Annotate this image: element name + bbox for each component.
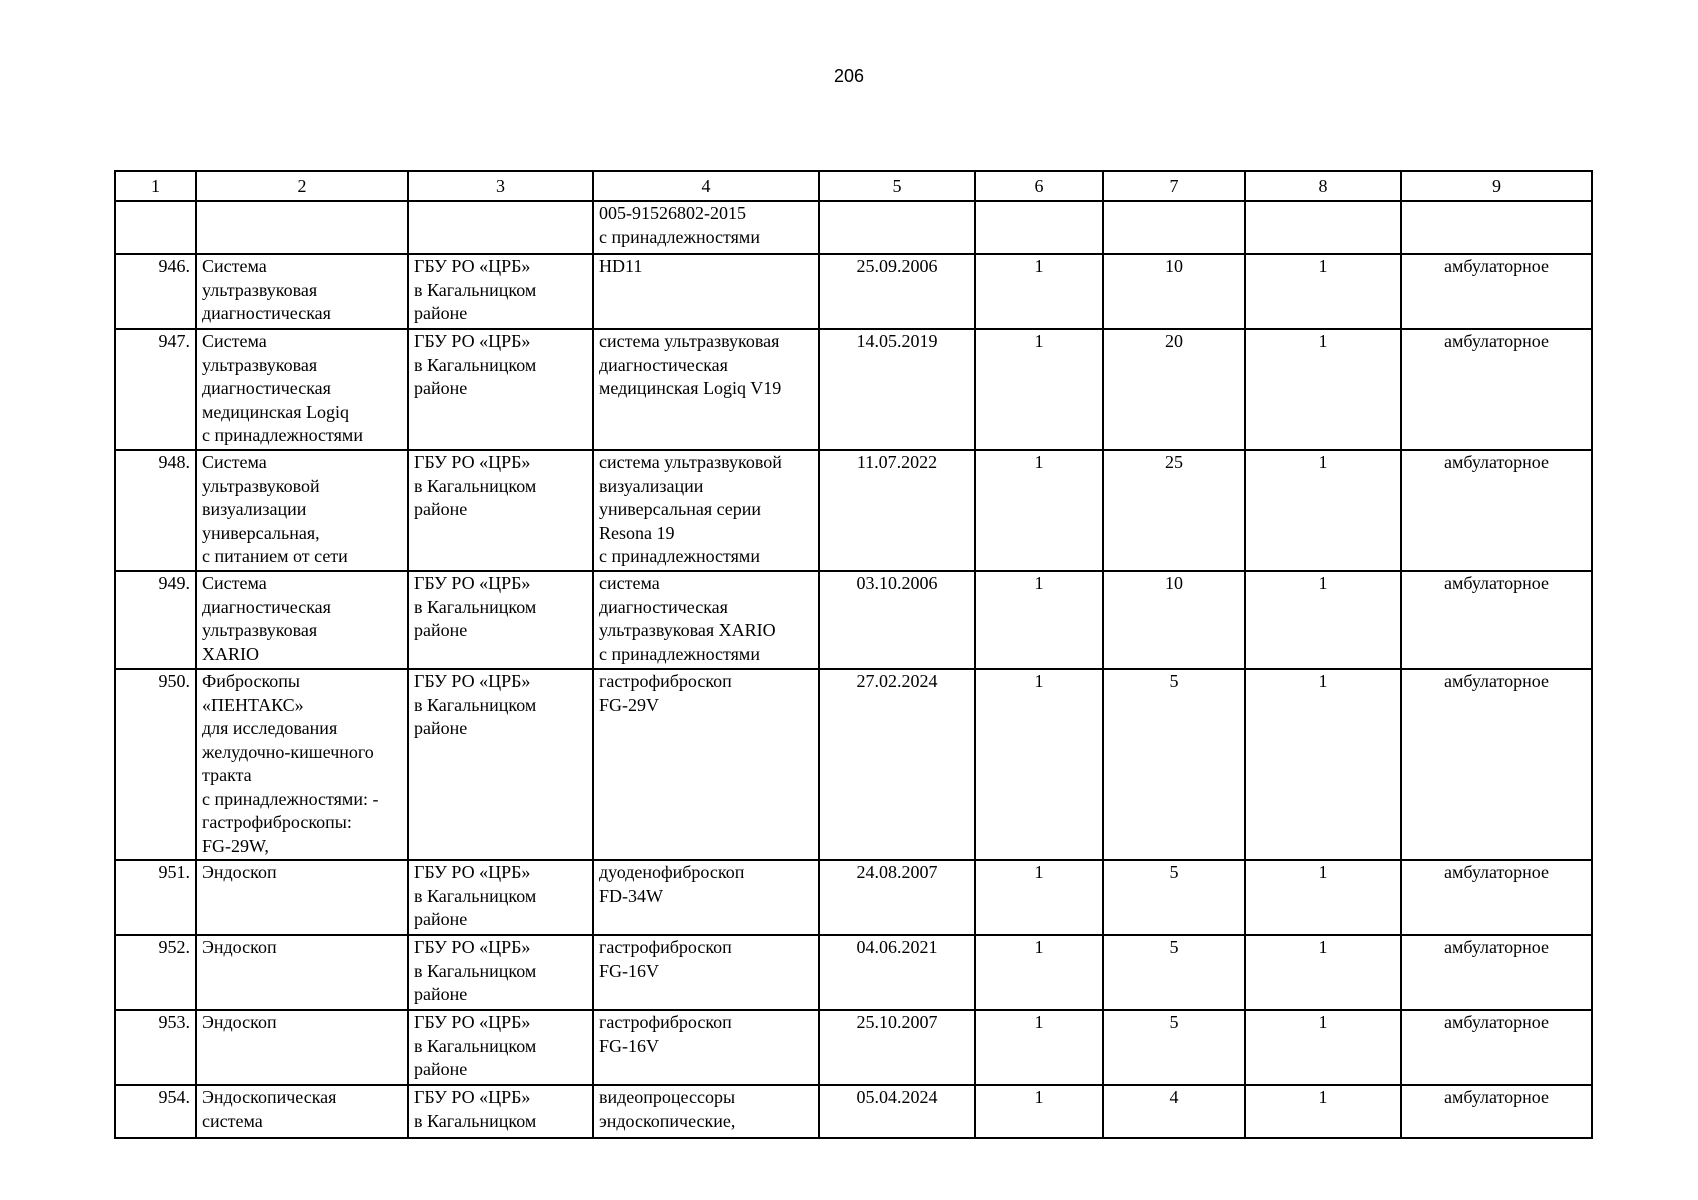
organization-cell-line: районе [414, 620, 468, 640]
quantity-cell: 1 [975, 935, 1103, 1010]
model-cell-line: с принадлежностями [599, 643, 760, 664]
count-cell: 1 [1245, 669, 1401, 860]
organization-cell-line: районе [414, 303, 468, 323]
equipment-name-cell-line: ультразвуковая [202, 354, 318, 375]
date-cell: 14.05.2019 [819, 329, 975, 450]
header-row [115, 171, 1592, 201]
model-cell-line: диагностическая [599, 354, 728, 375]
column-header: 2 [196, 171, 408, 201]
model-cell-line: FG-16V [599, 1035, 660, 1056]
model-cell-line: 005-91526802-2015 [599, 203, 746, 223]
quantity-cell: 1 [975, 860, 1103, 935]
care-type-cell: амбулаторное [1401, 1010, 1592, 1085]
organization-cell [408, 329, 593, 450]
column-header: 3 [408, 171, 593, 201]
organization-cell-line: районе [414, 378, 468, 398]
service-years-cell: 25 [1103, 450, 1245, 571]
equipment-name-cell-line: Эндоскоп [202, 862, 277, 882]
organization-cell-line: ГБУ РО «ЦРБ» [414, 1087, 531, 1107]
model-cell [593, 201, 819, 254]
date-cell: 24.08.2007 [819, 860, 975, 935]
equipment-name-cell [196, 329, 408, 450]
organization-cell [408, 860, 593, 935]
organization-cell-line: в Кагальницком [414, 960, 537, 981]
count-cell: 1 [1245, 860, 1401, 935]
model-cell [593, 450, 819, 571]
count-cell: 1 [1245, 571, 1401, 669]
equipment-name-cell-line: для исследования [202, 718, 338, 738]
model-cell-line: диагностическая [599, 596, 728, 617]
care-type-cell: амбулаторное [1401, 450, 1592, 571]
table-row [115, 201, 1592, 254]
organization-cell-line: в Кагальницком [414, 1035, 537, 1056]
organization-cell [408, 669, 593, 860]
equipment-name-cell-line: ультразвуковая [202, 279, 318, 300]
model-cell-line: Resona 19 [599, 522, 675, 543]
model-cell-line: гастрофиброскоп [599, 1012, 732, 1032]
organization-cell-line: ГБУ РО «ЦРБ» [414, 573, 531, 593]
page-number: 206 [833, 66, 865, 86]
count-cell: 1 [1245, 1085, 1401, 1138]
organization-cell-line: в Кагальницком [414, 1110, 537, 1131]
equipment-name-cell-line: гастрофиброскопы: [202, 812, 352, 832]
organization-cell-line: районе [414, 984, 468, 1004]
model-cell-line: с принадлежностями [599, 226, 760, 247]
equipment-name-cell-line: XARIO [202, 643, 259, 664]
care-type-cell: амбулаторное [1401, 329, 1592, 450]
count-cell: 1 [1245, 1010, 1401, 1085]
model-cell-line: визуализации [599, 475, 704, 496]
equipment-name-cell-line: универсальная, [202, 522, 320, 543]
equipment-name-cell-line: Фиброскопы [202, 671, 301, 691]
column-header: 4 [593, 171, 819, 201]
column-header: 7 [1103, 171, 1245, 201]
equipment-name-cell-line: визуализации [202, 499, 307, 519]
organization-cell [408, 571, 593, 669]
care-type-cell: амбулаторное [1401, 935, 1592, 1010]
table-row [115, 935, 1592, 1010]
equipment-name-cell-line: тракта [202, 765, 252, 785]
model-cell-line: универсальная серии [599, 499, 762, 519]
equipment-name-cell-line: медицинская Logiq [202, 401, 350, 422]
equipment-name-cell [196, 450, 408, 571]
column-header: 1 [115, 171, 196, 201]
equipment-name-cell-line: ультразвуковой [202, 475, 320, 496]
count-cell: 1 [1245, 329, 1401, 450]
date-cell: 27.02.2024 [819, 669, 975, 860]
equipment-name-cell [196, 1010, 408, 1085]
model-cell [593, 329, 819, 450]
column-header: 5 [819, 171, 975, 201]
date-cell: 25.10.2007 [819, 1010, 975, 1085]
equipment-name-cell [196, 254, 408, 329]
equipment-name-cell [196, 201, 408, 254]
service-years-cell: 5 [1103, 669, 1245, 860]
date-cell [819, 201, 975, 254]
equipment-name-cell-line: диагностическая [202, 596, 331, 617]
model-cell [593, 860, 819, 935]
model-cell-line: эндоскопические, [599, 1110, 736, 1131]
service-years-cell: 10 [1103, 571, 1245, 669]
organization-cell [408, 201, 593, 254]
care-type-cell: амбулаторное [1401, 669, 1592, 860]
organization-cell-line: ГБУ РО «ЦРБ» [414, 452, 531, 472]
model-cell-line: FG-29V [599, 694, 660, 715]
table-row [115, 1010, 1592, 1085]
equipment-name-cell-line: диагностическая [202, 303, 331, 323]
model-cell-line: видеопроцессоры [599, 1087, 736, 1107]
care-type-cell [1401, 201, 1592, 254]
row-number-cell: 946. [115, 254, 196, 329]
equipment-name-cell-line: Система [202, 256, 267, 276]
model-cell-line: FG-16V [599, 960, 660, 981]
organization-cell [408, 450, 593, 571]
model-cell-line: с принадлежностями [599, 546, 760, 566]
organization-cell-line: в Кагальницком [414, 885, 537, 906]
date-cell: 25.09.2006 [819, 254, 975, 329]
organization-cell [408, 254, 593, 329]
equipment-name-cell-line: FG-29W, [202, 835, 269, 856]
count-cell: 1 [1245, 450, 1401, 571]
model-cell-line: HD11 [599, 256, 643, 276]
model-cell [593, 571, 819, 669]
quantity-cell: 1 [975, 1085, 1103, 1138]
date-cell: 05.04.2024 [819, 1085, 975, 1138]
care-type-cell: амбулаторное [1401, 571, 1592, 669]
quantity-cell: 1 [975, 669, 1103, 860]
equipment-name-cell-line: «ПЕНТАКС» [202, 694, 304, 715]
table-row [115, 450, 1592, 571]
row-number-cell: 950. [115, 669, 196, 860]
model-cell-line: дуоденофиброскоп [599, 862, 745, 882]
service-years-cell: 4 [1103, 1085, 1245, 1138]
organization-cell-line: в Кагальницком [414, 596, 537, 617]
organization-cell-line: районе [414, 499, 468, 519]
organization-cell [408, 1085, 593, 1138]
model-cell [593, 669, 819, 860]
equipment-name-cell-line: с питанием от сети [202, 546, 348, 566]
count-cell [1245, 201, 1401, 254]
service-years-cell: 5 [1103, 1010, 1245, 1085]
table-row [115, 860, 1592, 935]
column-header: 6 [975, 171, 1103, 201]
row-number-cell: 952. [115, 935, 196, 1010]
row-number-cell: 947. [115, 329, 196, 450]
equipment-name-cell-line: с принадлежностями [202, 425, 363, 445]
row-number-cell: 953. [115, 1010, 196, 1085]
service-years-cell: 5 [1103, 860, 1245, 935]
organization-cell-line: районе [414, 718, 468, 738]
row-number-cell: 948. [115, 450, 196, 571]
equipment-name-cell-line: Эндоскоп [202, 1012, 277, 1032]
quantity-cell: 1 [975, 1010, 1103, 1085]
model-cell [593, 1085, 819, 1138]
organization-cell-line: ГБУ РО «ЦРБ» [414, 331, 531, 351]
table-row [115, 669, 1592, 860]
model-cell [593, 935, 819, 1010]
care-type-cell: амбулаторное [1401, 860, 1592, 935]
organization-cell-line: ГБУ РО «ЦРБ» [414, 671, 531, 691]
date-cell: 04.06.2021 [819, 935, 975, 1010]
model-cell-line: медицинская Logiq V19 [599, 378, 782, 398]
equipment-name-cell-line: Система [202, 452, 267, 472]
table-row [115, 329, 1592, 450]
model-cell-line: ультразвуковая XARIO [599, 620, 776, 640]
model-cell-line: система ультразвуковой [599, 452, 782, 472]
organization-cell [408, 1010, 593, 1085]
model-cell [593, 254, 819, 329]
equipment-name-cell-line: Система [202, 573, 267, 593]
table-body [115, 201, 1592, 1138]
count-cell: 1 [1245, 935, 1401, 1010]
model-cell-line: гастрофиброскоп [599, 671, 732, 691]
model-cell [593, 1010, 819, 1085]
model-cell-line: гастрофиброскоп [599, 937, 732, 957]
row-number-cell: 954. [115, 1085, 196, 1138]
equipment-name-cell-line: желудочно-кишечного [202, 741, 374, 762]
model-cell-line: система [599, 573, 660, 593]
quantity-cell: 1 [975, 254, 1103, 329]
model-cell-line: система ультразвуковая [599, 331, 780, 351]
quantity-cell [975, 201, 1103, 254]
organization-cell-line: ГБУ РО «ЦРБ» [414, 1012, 531, 1032]
equipment-table [114, 170, 1593, 1139]
care-type-cell: амбулаторное [1401, 254, 1592, 329]
quantity-cell: 1 [975, 450, 1103, 571]
equipment-name-cell-line: Система [202, 331, 267, 351]
organization-cell-line: ГБУ РО «ЦРБ» [414, 862, 531, 882]
service-years-cell: 10 [1103, 254, 1245, 329]
quantity-cell: 1 [975, 571, 1103, 669]
organization-cell-line: в Кагальницком [414, 354, 537, 375]
equipment-name-cell [196, 860, 408, 935]
organization-cell-line: ГБУ РО «ЦРБ» [414, 256, 531, 276]
date-cell: 03.10.2006 [819, 571, 975, 669]
equipment-name-cell-line: система [202, 1110, 263, 1131]
care-type-cell: амбулаторное [1401, 1085, 1592, 1138]
equipment-name-cell-line: ультразвуковая [202, 620, 318, 640]
organization-cell-line: в Кагальницком [414, 475, 537, 496]
row-number-cell [115, 201, 196, 254]
quantity-cell: 1 [975, 329, 1103, 450]
organization-cell-line: районе [414, 909, 468, 929]
service-years-cell [1103, 201, 1245, 254]
column-header: 9 [1401, 171, 1592, 201]
date-cell: 11.07.2022 [819, 450, 975, 571]
equipment-name-cell [196, 571, 408, 669]
organization-cell-line: в Кагальницком [414, 279, 537, 300]
service-years-cell: 20 [1103, 329, 1245, 450]
equipment-name-cell-line: Эндоскоп [202, 937, 277, 957]
equipment-name-cell [196, 1085, 408, 1138]
table-row [115, 254, 1592, 329]
organization-cell-line: ГБУ РО «ЦРБ» [414, 937, 531, 957]
equipment-name-cell-line: Эндоскопическая [202, 1087, 337, 1107]
equipment-name-cell [196, 935, 408, 1010]
model-cell-line: FD-34W [599, 885, 663, 906]
organization-cell-line: в Кагальницком [414, 694, 537, 715]
row-number-cell: 949. [115, 571, 196, 669]
table-row [115, 1085, 1592, 1138]
count-cell: 1 [1245, 254, 1401, 329]
equipment-name-cell-line: диагностическая [202, 378, 331, 398]
service-years-cell: 5 [1103, 935, 1245, 1010]
table-row [115, 571, 1592, 669]
equipment-name-cell-line: с принадлежностями: - [202, 788, 379, 809]
column-header: 8 [1245, 171, 1401, 201]
organization-cell-line: районе [414, 1059, 468, 1079]
organization-cell [408, 935, 593, 1010]
row-number-cell: 951. [115, 860, 196, 935]
equipment-name-cell [196, 669, 408, 860]
